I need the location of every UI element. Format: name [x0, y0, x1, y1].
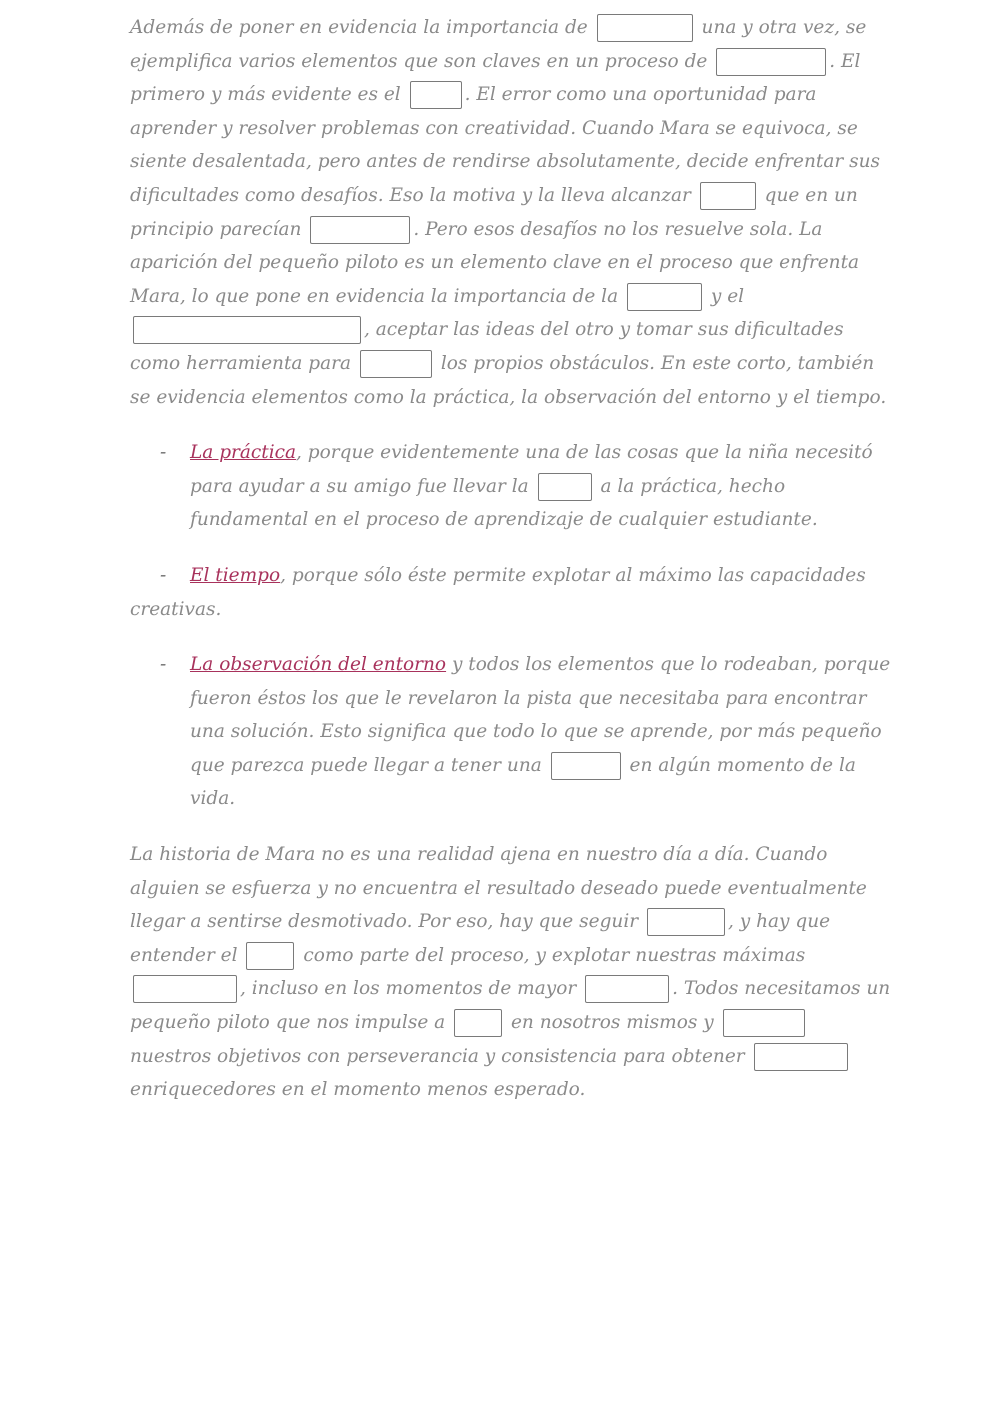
- closing-paragraph: [130, 838, 892, 1107]
- blank-input-9[interactable]: [538, 473, 592, 501]
- closing-text-4: , incluso en los momentos de mayor: [240, 978, 577, 1000]
- bullet-practica-text-1: , porque evidentemente una de las cosas que la niña necesitó para ayudar a su amigo fue llevar la: [190, 442, 873, 497]
- blank-input-2[interactable]: [716, 48, 826, 76]
- closing-text-2: , y hay que entender el: [130, 911, 831, 966]
- bullet-practica-text-2: a la práctica, hecho fundamental en el proceso de aprendizaje de cualquier estudiante.: [190, 475, 818, 531]
- closing-text-3: como parte del proceso, y explotar nuestras máximas: [303, 944, 806, 966]
- intro-text-7: y el: [710, 285, 745, 307]
- intro-text-9: los propios obstáculos. En este corto, también se evidencia elementos como la práctica, la observación del entorno y el tiempo.: [130, 352, 887, 408]
- blank-input-4[interactable]: [700, 182, 756, 210]
- closing-text-6: en nosotros mismos y: [510, 1012, 714, 1034]
- blank-input-7[interactable]: [133, 316, 361, 344]
- closing-text-1: La historia de Mara no es una realidad ajena en nuestro día a día. Cuando alguien se esfuerza y no encuentra el resultado deseado puede eventualmente llegar a sentirse desmotivado. Por eso, hay que seguir: [130, 844, 867, 933]
- bullet-observacion: [130, 648, 892, 816]
- bullet-dash: -: [160, 564, 167, 586]
- blank-input-10[interactable]: [551, 752, 621, 780]
- intro-text-2: una y otra vez, se ejemplifica varios elementos que son claves en un proceso de: [130, 17, 867, 72]
- bullet-tiempo-text: , porque sólo éste permite explotar al máximo las capacidades creativas.: [130, 564, 866, 620]
- blank-input-5[interactable]: [310, 216, 410, 244]
- blank-input-13[interactable]: [133, 975, 237, 1003]
- closing-text-7: nuestros objetivos con perseverancia y consistencia para obtener: [130, 1045, 745, 1067]
- intro-text-5: que en un principio parecían: [130, 184, 858, 240]
- blank-input-15[interactable]: [454, 1009, 502, 1037]
- worksheet-content: [130, 11, 892, 1107]
- bullet-observacion-text-1: y todos los elementos que lo rodeaban, porque fueron éstos los que le revelaron la pista que necesitaba para encontrar una solución. Esto significa que todo lo que se aprende, por más pequeño que parezca puede llegar a tener una: [190, 654, 891, 776]
- blank-input-16[interactable]: [723, 1009, 805, 1037]
- closing-text-8: enriquecedores en el momento menos esperado.: [130, 1079, 586, 1101]
- blank-input-11[interactable]: [647, 908, 725, 936]
- bullet-tiempo: [130, 559, 892, 626]
- blank-input-3[interactable]: [410, 81, 462, 109]
- intro-paragraph: [130, 11, 892, 414]
- keyword-observacion: La observación del entorno: [190, 654, 447, 676]
- bullet-dash: -: [160, 654, 167, 676]
- blank-input-1[interactable]: [597, 14, 693, 42]
- bullet-observacion-text-2: en algún momento de la vida.: [190, 754, 856, 810]
- keyword-practica: La práctica: [190, 442, 297, 464]
- bullet-dash: -: [160, 442, 167, 464]
- intro-text-8: , aceptar las ideas del otro y tomar sus dificultades como herramienta para: [130, 319, 844, 374]
- intro-text-4: . El error como una oportunidad para aprender y resolver problemas con creatividad. Cuando Mara se equivoca, se siente desalentada, pero antes de rendirse absolutamente, decide enfrentar sus dificultades como desafíos. Eso la motiva y la lleva alcanzar: [130, 84, 880, 206]
- keyword-tiempo: El tiempo: [190, 564, 281, 586]
- blank-input-12[interactable]: [246, 942, 294, 970]
- intro-text-3: . El primero y más evidente es el: [130, 50, 861, 106]
- intro-text-1: Además de poner en evidencia la importancia de: [130, 17, 588, 38]
- closing-text-5: . Todos necesitamos un pequeño piloto que nos impulse a: [130, 978, 891, 1034]
- intro-text-6: . Pero esos desafíos no los resuelve sola. La aparición del pequeño piloto es un elemento clave en el proceso que enfrenta Mara, lo que pone en evidencia la importancia de la: [130, 218, 860, 307]
- blank-input-8[interactable]: [360, 350, 432, 378]
- blank-input-6[interactable]: [627, 283, 702, 311]
- bullet-practica: [130, 436, 892, 537]
- blank-input-14[interactable]: [585, 975, 669, 1003]
- blank-input-17[interactable]: [754, 1043, 848, 1071]
